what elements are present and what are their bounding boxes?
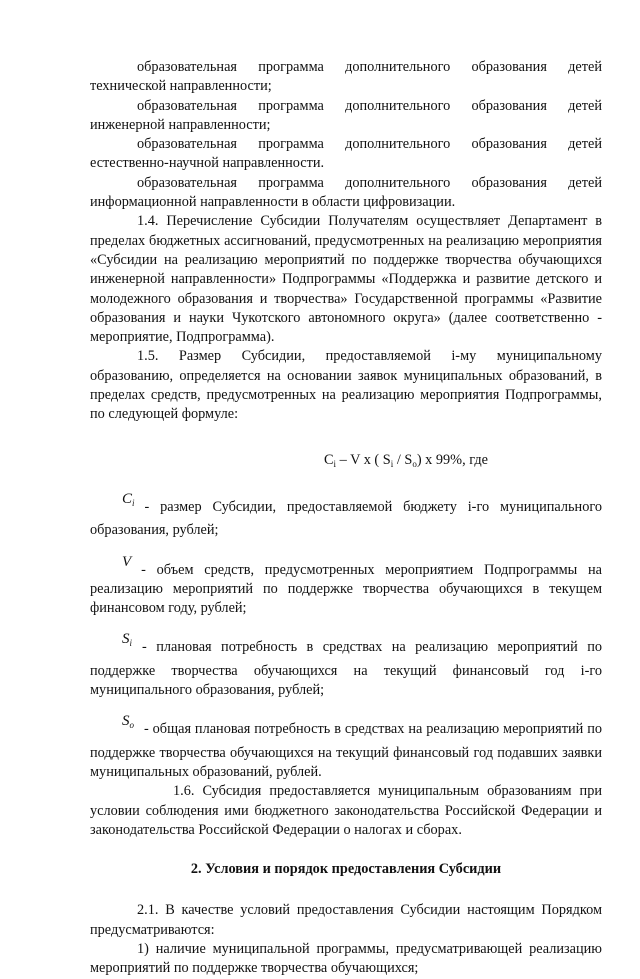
- paragraph-2-1: 2.1. В качестве условий предоставления Субсидии настоящим Порядком предусматриваются:: [90, 902, 602, 938]
- paragraph-natural-science: образовательная программа дополнительного образования детей естественно-научной направленности.: [90, 136, 602, 172]
- symbol-ci: $C_i$: [122, 490, 135, 508]
- definition-ci: $C_i$ - размер Субсидии, предоставляемой бюджету i-го муниципального образования, рублей;: [90, 490, 602, 539]
- symbol-v: V: [122, 553, 132, 570]
- paragraph-information: образовательная программа дополнительного образования детей информационной направленности в области цифровизации.: [90, 174, 602, 211]
- section-2-heading: 2. Условия и порядок предоставления Субсидии: [190, 861, 502, 878]
- paragraph-1-6: 1.6. Субсидия предоставляется муниципальным образованиям при условии соблюдения ими бюджетного законодательства Российской Федерации и законодательства Российской Федерации о налогах и сборах.: [90, 783, 602, 838]
- definition-si: $S_i$ - плановая потребность в средствах на реализацию мероприятий по поддержке творчества обучающихся на текущий финансовый год i-го муниципального образования, рублей;: [90, 631, 602, 699]
- paragraph-technical: образовательная программа дополнительного образования детей технической направленности;: [90, 59, 602, 95]
- symbol-si: $S_i$: [122, 631, 133, 649]
- symbol-so: $S_o$: [122, 713, 134, 731]
- subsidy-formula: $C_i$ – V x ( $S_i / S_o$) x 99%, где: [323, 451, 489, 469]
- paragraph-1-5: 1.5. Размер Субсидии, предоставляемой i-му муниципальному образованию, определяется на основании заявок муниципальных образований, в пределах средств, предусмотренных на реализацию мероприятия Подпрограммы, по следующей формуле:: [90, 348, 602, 423]
- definition-v: V - объем средств, предусмотренных мероприятием Подпрограммы на реализацию мероприятий по поддержке творчества обучающихся в текущем финансовом году, рублей;: [90, 553, 602, 617]
- list-item-1: 1) наличие муниципальной программы, предусматривающей реализацию мероприятий по поддержке творчества обучающихся;: [90, 940, 602, 977]
- paragraph-engineering: образовательная программа дополнительного образования детей инженерной направленности;: [90, 97, 602, 133]
- paragraph-1-4: 1.4. Перечисление Субсидии Получателям осуществляет Департамент в пределах бюджетных ассигнований, предусмотренных на реализацию мероприятия «Субсидии на реализацию мероприятий по поддержке творчества обучающихся инженерной направленности» Подпрограммы «Поддержка и развитие детского и молодежного образования и творчества» Государственной программы «Развитие образования и науки Чукотского автономного округа» (далее соответственно - мероприятие, Подпрограмма).: [90, 213, 602, 346]
- document-body: [90, 58, 602, 979]
- definition-so: $S_o$ - общая плановая потребность в средствах на реализацию мероприятий по поддержке творчества обучающихся на текущий финансовый год подавших заявки муниципальных образований, рублей.: [90, 713, 602, 780]
